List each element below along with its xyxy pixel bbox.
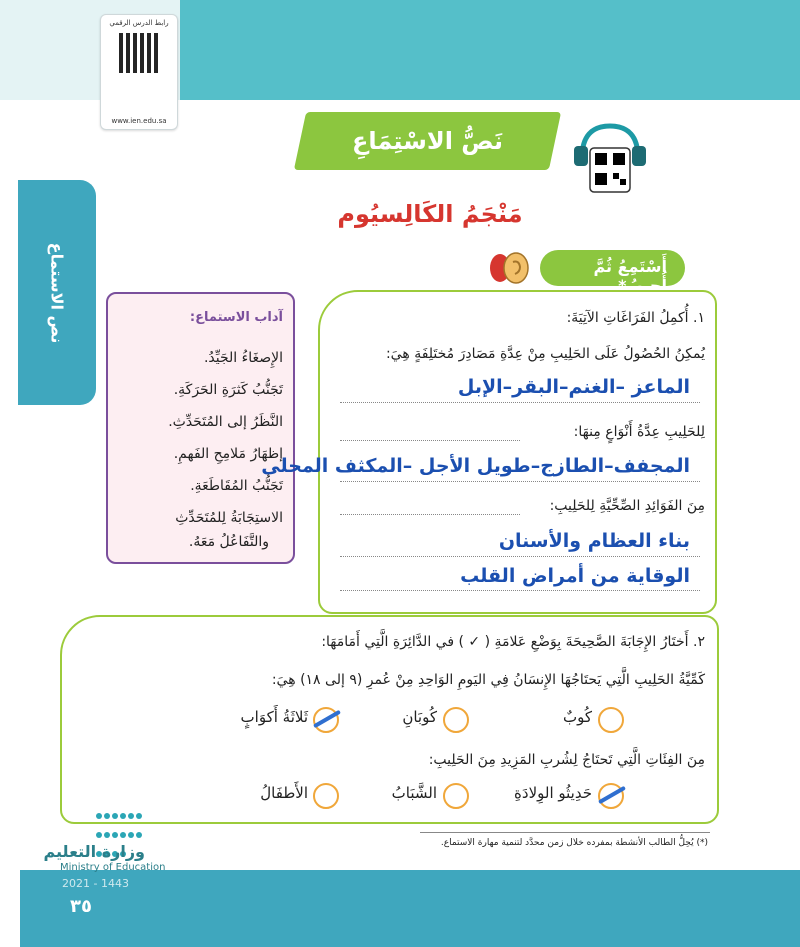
qr-code-icon: [119, 33, 159, 73]
q1-answer-sources[interactable]: الماعز –الغنم–البقر–الإبل: [457, 376, 690, 398]
etiquette-item: والتَّفَاعُلُ مَعَهُ.: [188, 534, 269, 550]
q2-option-label: كُوبَانِ: [402, 708, 437, 726]
etiquette-item: النَّظَرُ إلى المُتَحَدِّثِ.: [168, 414, 283, 430]
ear-icon: [488, 250, 532, 286]
q1-answer-benefit-2[interactable]: الوقاية من أمراض القلب: [460, 565, 690, 587]
q1-heading: ١. أُكمِلُ الفَرَاغَاتِ الآتِيَةَ:: [566, 310, 705, 326]
qr-url: www.ien.edu.sa: [111, 117, 167, 125]
etiquette-item: إظهَارُ مَلامِحِ الفَهمِ.: [173, 446, 283, 462]
headphones-qr-icon[interactable]: [570, 118, 650, 198]
q1-answer-types[interactable]: المجفف–الطازج–طويل الأجل –المكثف المحلى: [261, 455, 690, 477]
q2-option-label: الأَطفَالُ: [260, 784, 308, 802]
q1-prompt-benefits: مِنَ الفَوَائِدِ الصِّحِّيَّةِ لِلحَلِيبِ:: [549, 498, 705, 514]
q2-prompt-amount: كَمِّيَّةُ الحَلِيبِ الَّتِي يَحتَاجُهَا الإِنسَانُ فِي اليَومِ الوَاحِدِ مِنْ عُمرِ (٩ إلى ١٨) هِيَ:: [271, 672, 705, 688]
etiquette-item: الاستِجَابَةُ لِلمُتَحَدِّثِ: [175, 510, 283, 526]
option-radio[interactable]: [313, 783, 339, 809]
ministry-logo-icon: [95, 805, 160, 835]
footnote-divider: [420, 832, 710, 833]
footer-band: [20, 870, 800, 947]
footnote: (*) يُحِلُّ الطالب الأنشطة بمفرده خلال زمن محدَّد لتنمية مهارة الاستماع.: [440, 838, 708, 848]
option-radio[interactable]: [443, 707, 469, 733]
ministry-name-arabic: وزارة التعليم: [43, 842, 145, 861]
qr-caption: رابط الدرس الرقمي: [109, 19, 169, 27]
answer-line: [340, 481, 700, 482]
etiquette-item: الإِصغَاءُ الجَيِّدُ.: [203, 350, 283, 366]
page-number: ٣٥: [70, 896, 92, 917]
q2-option-label: كُوبٌ: [562, 708, 592, 726]
listening-etiquette-box: [106, 292, 295, 564]
listen-pill-label: أَسْتَمِعُ ثُمَّ أُجِيبُ*: [593, 257, 667, 295]
option-radio[interactable]: [443, 783, 469, 809]
q2-prompt-groups: مِنَ الفِئَاتِ الَّتِي تَحتَاجُ لِشُربِ المَزِيدِ مِنَ الحَلِيبِ:: [428, 752, 705, 768]
q2-option-label: ثَلاثَةُ أَكوَابٍ: [240, 708, 308, 726]
side-tab-label: نص الاستماع: [47, 242, 67, 343]
q2-heading: ٢. أَختَارُ الإِجَابَةَ الصَّحِيحَةَ بِوَضْعِ عَلامَةِ ( ✓ ) في الدَّائِرَةِ الَّتِي أَمَامَهَا:: [321, 634, 705, 650]
etiquette-heading: آداب الاستماع:: [189, 310, 283, 325]
edition-year: 2021 - 1443: [62, 877, 129, 890]
header-band: [180, 0, 800, 100]
answer-line: [340, 514, 520, 515]
lesson-subtitle: مَنْجَمُ الكَالِسيُوم: [337, 200, 523, 228]
answer-line: [340, 590, 700, 591]
q1-prompt-types: لِلحَلِيبِ عِدَّةُ أَنْوَاعٍ مِنهَا:: [573, 424, 705, 440]
section-side-tab: [18, 180, 96, 405]
option-radio[interactable]: [598, 707, 624, 733]
etiquette-item: تَجَنُّبُ كَثرَةِ الحَرَكَةِ.: [173, 382, 283, 398]
q1-prompt-sources: يُمكِنُ الحُصُولُ عَلَى الحَلِيبِ مِنْ عِدَّةِ مَصَادِرَ مُختَلِفَةٍ هِيَ:: [385, 346, 705, 362]
answer-line: [340, 556, 700, 557]
digital-lesson-qr-card[interactable]: [100, 14, 178, 130]
q2-option-label: الشَّبَابُ: [391, 784, 437, 802]
q2-option-label: حَدِيثُو الوِلادَةِ: [514, 784, 592, 802]
answer-line: [340, 402, 700, 403]
etiquette-item: تَجَنُّبُ المُقَاطَعَةِ.: [190, 478, 283, 494]
answer-line: [340, 440, 520, 441]
listen-then-answer-badge: [540, 250, 685, 295]
page-title: نَصُّ الاسْتِمَاعِ: [351, 127, 504, 155]
ministry-name-english: Ministry of Education: [60, 862, 166, 873]
q1-answer-benefit-1[interactable]: بناء العظام والأسنان: [498, 530, 690, 552]
